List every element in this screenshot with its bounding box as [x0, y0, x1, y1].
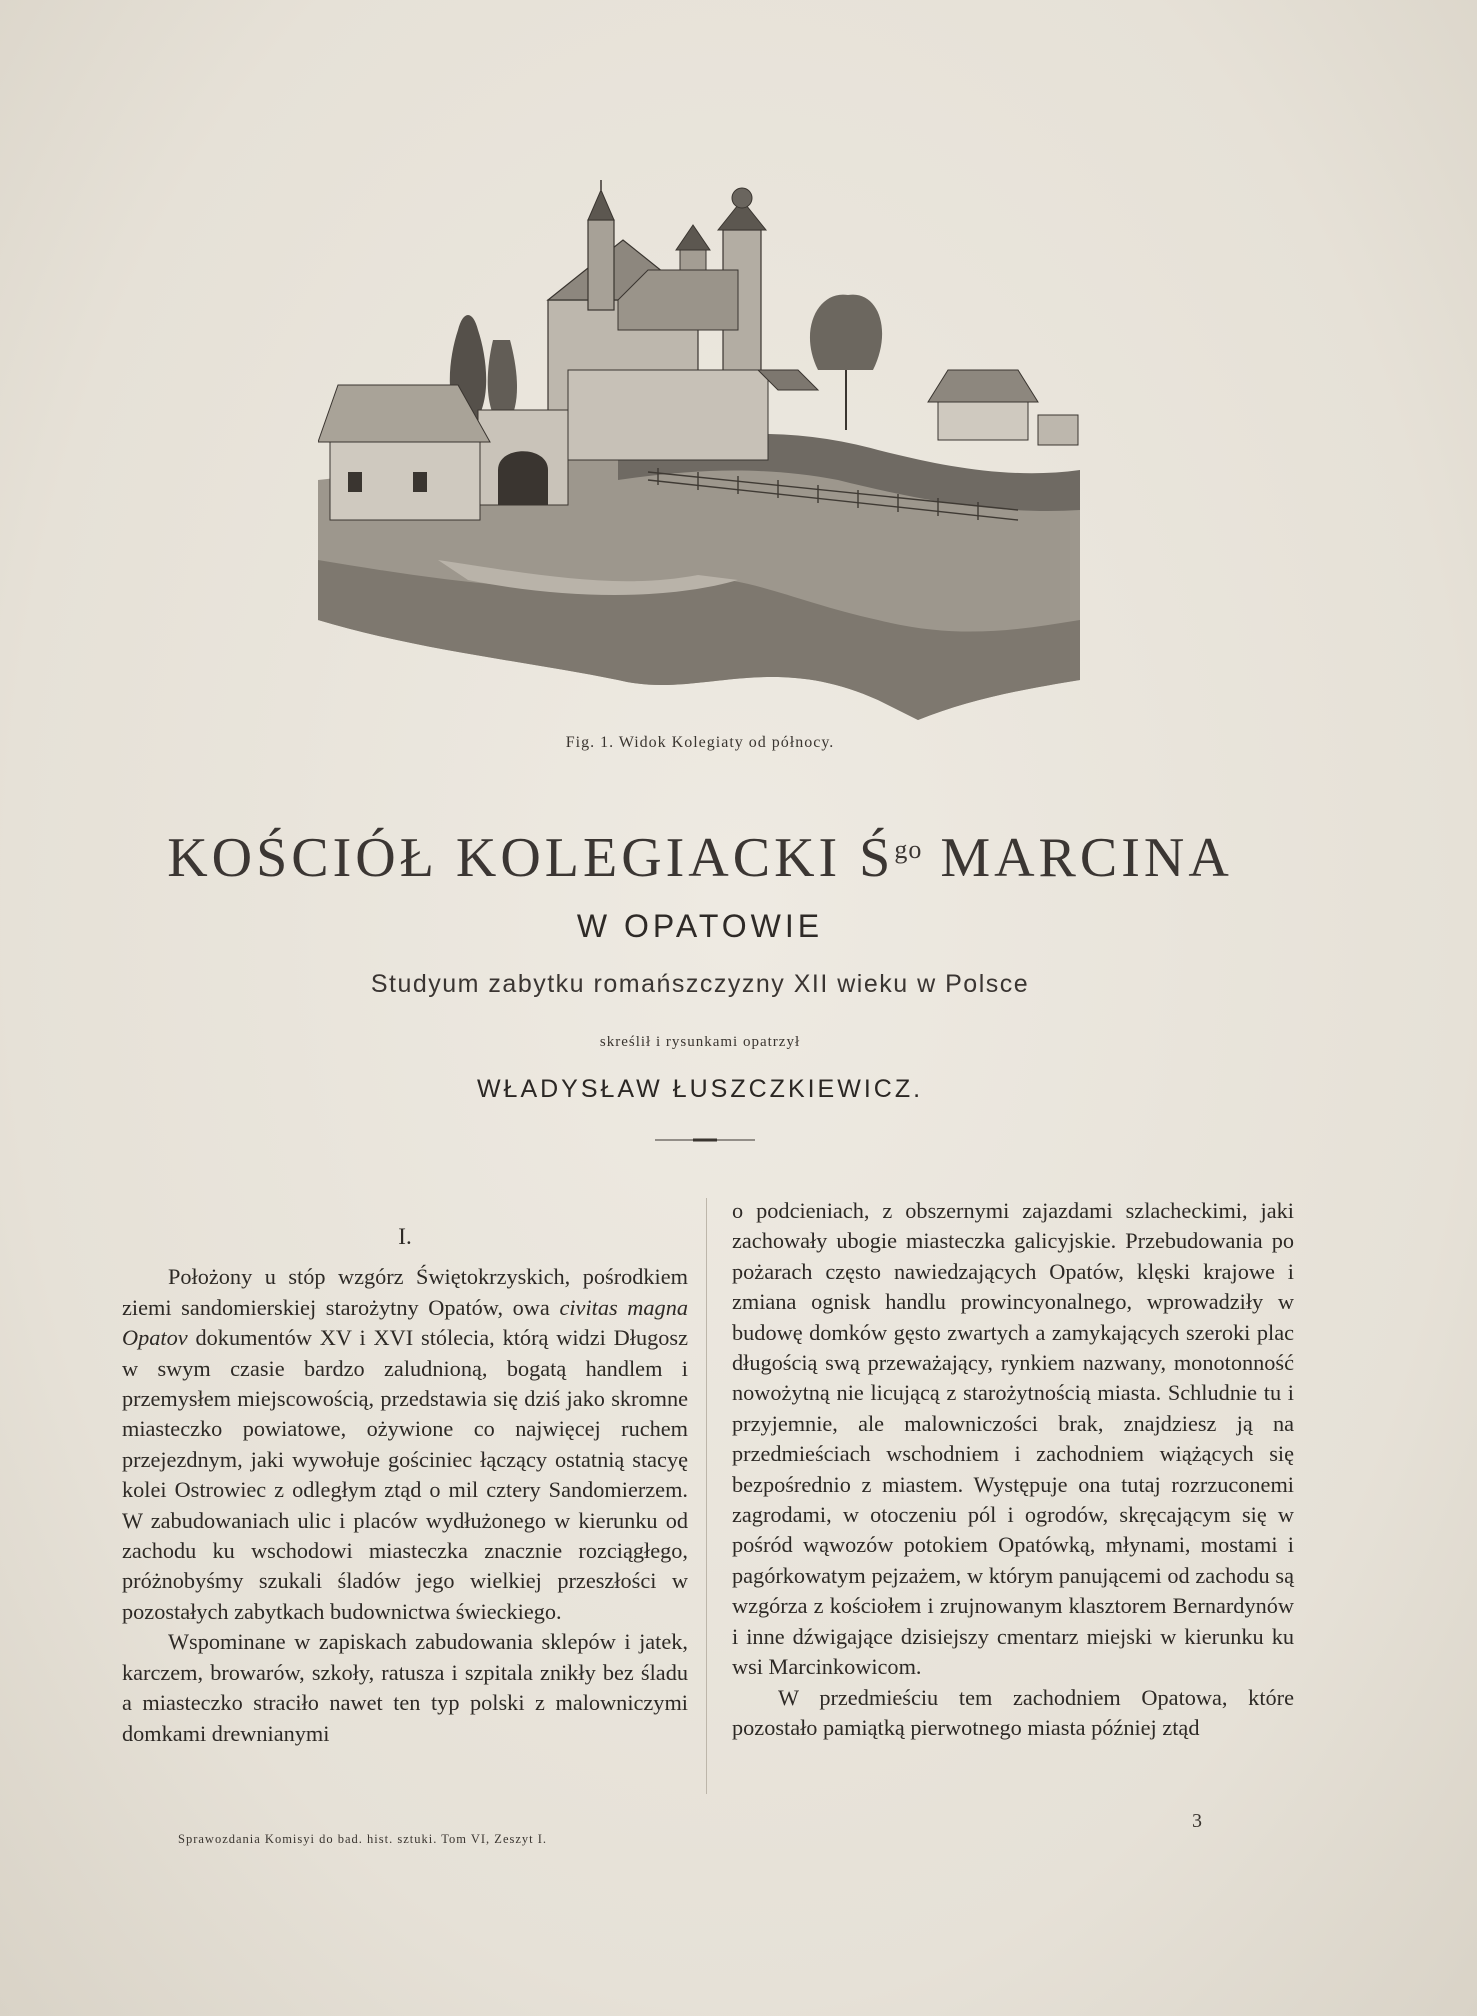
- article-title: [0, 826, 1400, 890]
- separator-ornament: [655, 1138, 755, 1142]
- credit-line: skreślił i rysunkami opatrzył: [599, 1034, 801, 1050]
- paragraph-text: Położony u stóp wzgórz Świętokrzyskich, pośrodkiem ziemi sandomierskiej starożytny Opatów, owa: [122, 1264, 688, 1320]
- journal-footer: Sprawozdania Komisyi do bad. hist. sztuki. Tom VI, Zeszyt I.: [178, 1832, 548, 1846]
- author-name: WŁADYSŁAW ŁUSZCZKIEWICZ.: [476, 1075, 924, 1103]
- title-superscript: go: [894, 835, 923, 864]
- paragraph-text: dokumentów XV i XVI stólecia, którą widzi Długosz w swym czasie bardzo zaludnioną, bogatą handlem i przemysłem miejscowością, przedstawia się dziś jako skromne miasteczko powiatowe, ożywione co najwięcej ruchem przejezdnym, jaki wywołuje gościniec łączący ostatnią stacyę kolei Ostrowiec z odległym ztąd o mil cztery Sandomierzem. W zabudowaniach ulic i placów wydłużonego w kierunku od zachodu ku wschodowi miasteczka znacznie rozciągłego, próżnobyśmy szukali śladów jego wielkiej przeszłości w pozostałych zabytkach budownictwa świeckiego.: [122, 1325, 688, 1624]
- text-column-right: [732, 1196, 1294, 1743]
- italic-phrase: civitas magna Opatov: [122, 1294, 688, 1351]
- church-illustration: [318, 180, 1080, 720]
- section-number: I.: [398, 1224, 412, 1249]
- paragraph: W przedmieściu tem zachodniem Opatowa, które pozostało pamiątką pierwotnego miasta później ztąd: [732, 1684, 1294, 1740]
- article-subtitle: W OPATOWIE: [576, 908, 824, 944]
- text-column-left: [122, 1196, 688, 1749]
- figure-caption: Fig. 1. Widok Kolegiaty od północy.: [565, 734, 835, 751]
- title-main: KOŚCIÓŁ KOLEGIACKI Ś: [167, 827, 895, 889]
- column-divider: [706, 1198, 707, 1794]
- study-description: Studyum zabytku romańszczyzny XII wieku w Polsce: [370, 970, 1030, 998]
- page-number: 3: [1192, 1810, 1202, 1832]
- paragraph: Wspominane w zapiskach zabudowania sklepów i jatek, karczem, browarów, szkoły, ratusza i szpitala znikły bez śladu a miasteczko straciło nawet ten typ polski z malowniczymi domkami drewnianymi: [122, 1629, 688, 1746]
- paragraph: o podcieniach, z obszernymi zajazdami szlacheckimi, jaki zachowały ubogie miasteczka galicyjskie. Przebudowania po pożarach często nawiedzających Opatów, klęski krajowe i zmiana ognisk handlu prowincyonalnego, wprowadziły w budowę domków gęsto zwartych a zamykających szeroki plac długością swą przeważający, rynkiem nazwany, monotonność nowożytną nie licującą z starożytnością miasta. Schludnie tu i przyjemnie, ale malowniczości brak, znajdziesz ją na przedmieściach wschodniem i zachodniem wiążących się bezpośrednio z miastem. Występuje ona tutaj rozrzuconemi zagrodami, w otoczeniu pól i ogrodów, skręcającym się w pośród wąwozów potokiem Opatówką, młynami, mostami i pagórkowatym pejzażem, w którym panującemi od zachodu są wzgórza z kościołem i zrujnowanym klasztorem Bernardynów i inne dźwigające dzisiejszy cmentarz miejski w kierunku ku wsi Marcinkowicom.: [732, 1198, 1294, 1680]
- title-end: MARCINA: [922, 827, 1233, 889]
- paragraph: [122, 1262, 688, 1627]
